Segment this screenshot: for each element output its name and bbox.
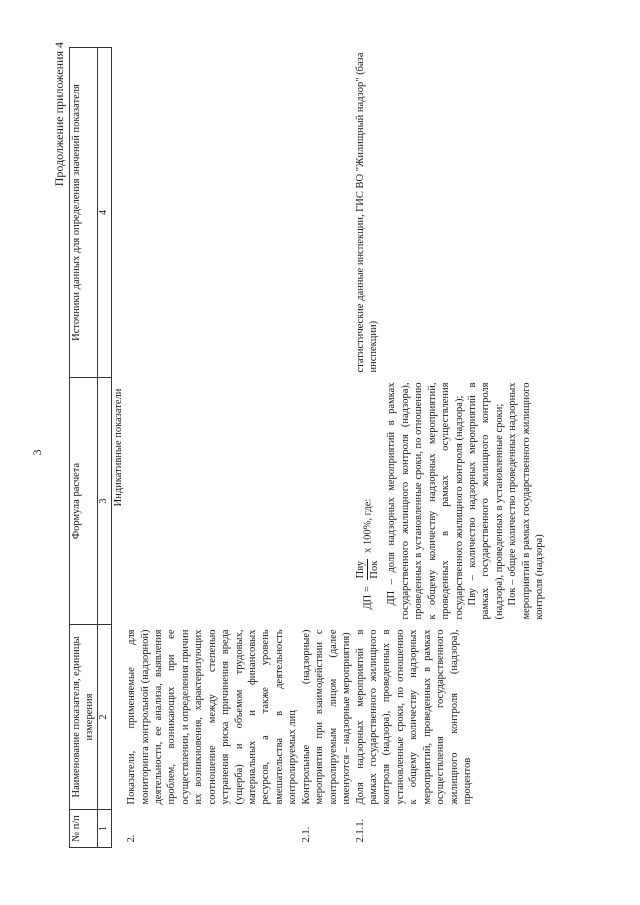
- data-source: статистические данные инспекции, ГИС ВО "Жилищный надзор" (база инспекции): [354, 52, 379, 373]
- source-cell: [300, 48, 354, 378]
- formula-lhs: ДП =: [361, 586, 373, 610]
- row-number: 2.1.: [300, 826, 312, 843]
- formula-rhs: x 100%, где:: [361, 498, 373, 554]
- formula: [354, 383, 382, 620]
- formula-definition: Пву – количество надзорных мероприятий в рамках государственного жилищного контроля (надзора), проведенных в установленные сроки;: [467, 382, 505, 620]
- header-number: № п/п: [70, 810, 98, 848]
- column-number-row: [97, 48, 111, 848]
- header-indicator-name: Наименование показателя, единицы измерения: [70, 625, 98, 810]
- row-number: 2.1.1.: [354, 818, 366, 843]
- table-row: [300, 48, 354, 848]
- appendix-continuation-note: Продолжение приложения 4: [52, 42, 66, 187]
- formula-denominator: Пок: [368, 560, 380, 579]
- page-number: 3: [30, 449, 44, 456]
- column-number: 1: [97, 810, 111, 848]
- table-header-row: [70, 48, 98, 848]
- column-number: 3: [97, 378, 111, 625]
- formula-cell: [354, 378, 547, 625]
- indicator-name: Доля надзорных мероприятий в рамках государственного жилищного контроля (надзора), проведенных в установленные сроки, по отношению к общему количеству надзорных мероприятий, проведенных в рамках осуществления государственного жилищного контроля (надзора), процентов: [354, 629, 474, 805]
- column-number: 2: [97, 625, 111, 810]
- formula-cell: [125, 378, 300, 625]
- indicators-table: [69, 47, 547, 848]
- row-number: 2.: [126, 834, 138, 843]
- formula-fraction: [354, 559, 382, 581]
- formula-cell: [300, 378, 354, 625]
- formula-definition: ДП – доля надзорных мероприятий в рамках государственного жилищного контроля (надзора), проведенных в установленные сроки, по отношению к общему количеству надзорных мероприятий, проведенных в рамках осуществления государственного жилищного контроля (надзора);: [386, 382, 465, 620]
- formula-definition: Пок – общее количество проведенных надзорных мероприятий в рамках государственного жилищного контроля (надзора): [507, 382, 546, 620]
- indicator-name: Контрольные (надзорные) мероприятия при взаимодействии с контролируемым лицом (далее именуются – надзорные мероприятия): [300, 629, 353, 805]
- column-number: 4: [97, 48, 111, 378]
- source-cell: [125, 48, 300, 378]
- formula-numerator: Пву: [354, 559, 368, 580]
- header-data-sources: Источники данных для определения значений показателя: [70, 48, 98, 378]
- section-title: Индикативные показатели: [112, 388, 124, 507]
- table-row: [125, 48, 300, 848]
- header-formula: Формула расчета: [70, 378, 98, 625]
- indicator-name: Показатели, применяемые для мониторинга контрольной (надзорной) деятельности, ее анализа, выявления проблем, возникающих при ее осуществлении, и определения причин их возникновения, характеризующих соотношение между степенью устранения риска причинения вреда (ущерба) и объемом трудовых, материальных и финансовых ресурсов, а также уровень вмешательства в деятельность контролируемых лиц: [126, 629, 299, 805]
- section-row: [111, 48, 125, 848]
- table-row: [354, 48, 547, 848]
